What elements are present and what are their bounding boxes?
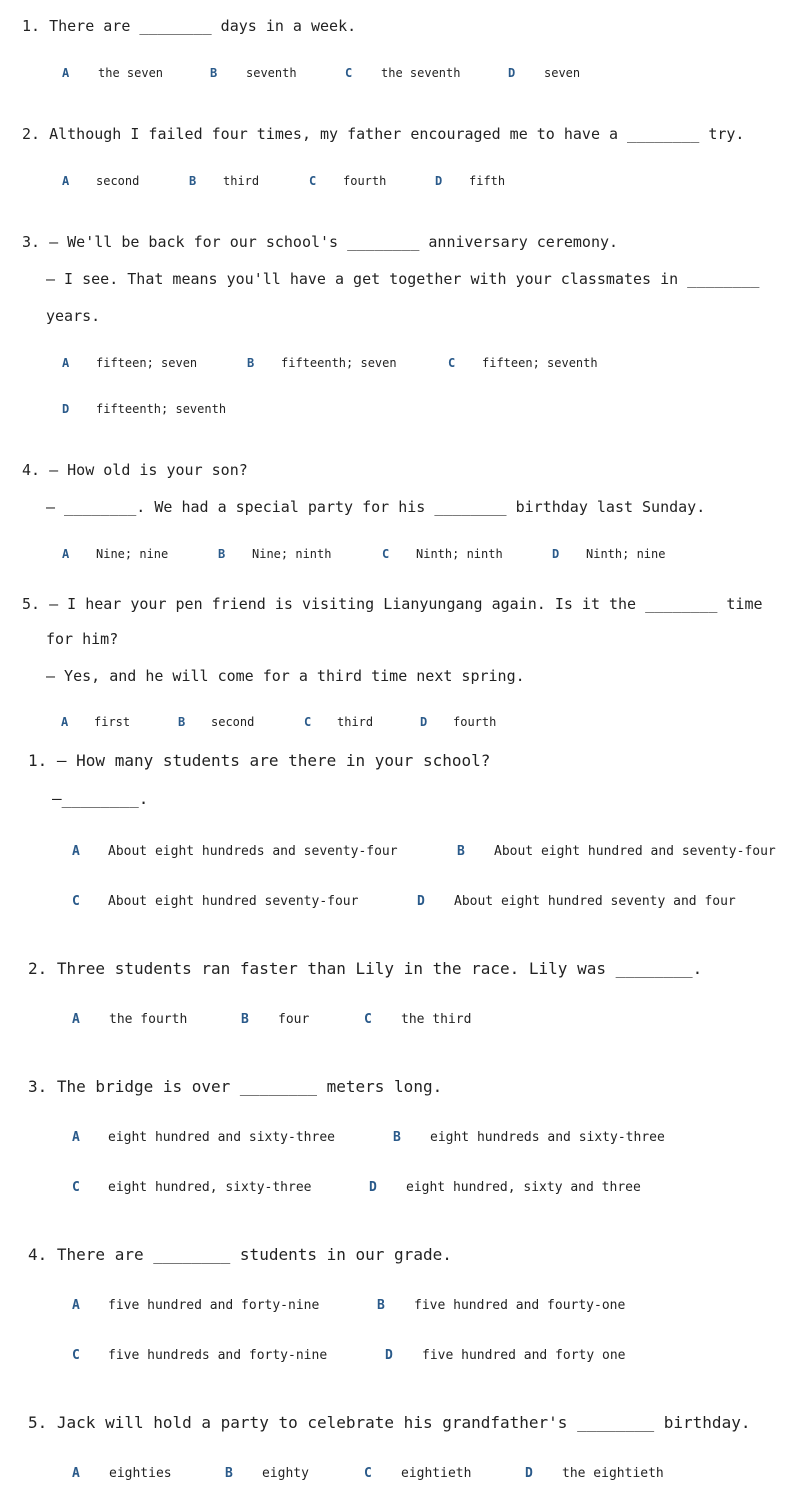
option-text: eightieth <box>401 1466 472 1481</box>
option-text: third <box>223 174 260 188</box>
s2-q1-opt-b[interactable] <box>457 845 776 859</box>
option-text: five hundred and forty one <box>422 1348 626 1363</box>
s1-q4-opt-b[interactable] <box>218 547 331 561</box>
s2-q3-opt-a[interactable] <box>72 1131 335 1145</box>
option-letter: B <box>247 356 255 370</box>
option-text: the eightieth <box>562 1466 664 1481</box>
option-letter: B <box>189 174 197 188</box>
s1-q4-line1: 4. — How old is your son? <box>22 461 248 479</box>
option-letter: D <box>420 715 428 729</box>
option-text: Nine; ninth <box>252 547 332 561</box>
option-text: the seven <box>98 66 164 80</box>
option-letter: A <box>61 715 69 729</box>
s2-q4-opt-d[interactable] <box>385 1349 626 1363</box>
option-text: the third <box>401 1012 472 1027</box>
option-text: eight hundred, sixty-three <box>108 1180 312 1195</box>
option-letter: C <box>72 894 80 909</box>
option-text: fifteen; seven <box>96 356 198 370</box>
s1-q4-line2: — ________. We had a special party for his ________ birthday last Sunday. <box>46 498 706 516</box>
option-letter: A <box>62 547 70 561</box>
option-text: Ninth; ninth <box>416 547 503 561</box>
s2-q5-opt-c[interactable] <box>364 1467 471 1481</box>
option-letter: A <box>72 844 80 859</box>
option-text: fifteenth; seven <box>281 356 397 370</box>
option-text: fifteenth; seventh <box>96 402 227 416</box>
option-text: five hundred and fourty-one <box>414 1298 626 1313</box>
s2-q3-opt-c[interactable] <box>72 1181 312 1195</box>
s1-q3-line2: — I see. That means you'll have a get together with your classmates in ________ <box>46 270 760 288</box>
option-text: eight hundred and sixty-three <box>108 1130 335 1145</box>
option-letter: C <box>364 1012 372 1027</box>
option-text: Ninth; nine <box>586 547 666 561</box>
option-text: four <box>278 1012 310 1027</box>
s1-q4-opt-d[interactable] <box>552 547 665 561</box>
s2-q2-opt-a[interactable] <box>72 1013 187 1027</box>
option-text: About eight hundred and seventy-four <box>494 844 776 859</box>
option-text: fifth <box>469 174 506 188</box>
s1-q1-opt-a[interactable] <box>62 66 163 80</box>
option-letter: D <box>435 174 443 188</box>
s1-q2-opt-d[interactable] <box>435 174 505 188</box>
s1-q2-opt-a[interactable] <box>62 174 139 188</box>
s2-q2-opt-c[interactable] <box>364 1013 471 1027</box>
option-letter: C <box>72 1180 80 1195</box>
s2-q5-opt-b[interactable] <box>225 1467 309 1481</box>
s2-q3-opt-d[interactable] <box>369 1181 641 1195</box>
option-text: the fourth <box>109 1012 188 1027</box>
option-text: five hundred and forty-nine <box>108 1298 320 1313</box>
option-letter: B <box>241 1012 249 1027</box>
s1-q5-opt-c[interactable] <box>304 715 373 729</box>
option-text: fifteen; seventh <box>482 356 598 370</box>
s1-q4-opt-a[interactable] <box>62 547 168 561</box>
s2-q5-opt-d[interactable] <box>525 1467 664 1481</box>
option-letter: C <box>304 715 312 729</box>
option-letter: A <box>72 1130 80 1145</box>
option-letter: C <box>309 174 317 188</box>
s2-q2-line1: 2. Three students ran faster than Lily in the race. Lily was ________. <box>28 959 703 978</box>
s2-q1-opt-d[interactable] <box>417 895 736 909</box>
option-letter: A <box>72 1466 80 1481</box>
s2-q3-line1: 3. The bridge is over ________ meters long. <box>28 1077 443 1096</box>
s1-q3-line1: 3. — We'll be back for our school's ________ anniversary ceremony. <box>22 233 619 251</box>
option-text: About eight hundreds and seventy-four <box>108 844 398 859</box>
s2-q4-line1: 4. There are ________ students in our grade. <box>28 1245 452 1264</box>
s1-q1-opt-d[interactable] <box>508 66 580 80</box>
option-text: seven <box>544 66 581 80</box>
s2-q1-line1: 1. — How many students are there in your school? <box>28 751 491 770</box>
option-text: fourth <box>453 715 497 729</box>
option-text: fourth <box>343 174 387 188</box>
option-letter: D <box>369 1180 377 1195</box>
s1-q5-line1: 5. — I hear your pen friend is visiting Lianyungang again. Is it the ________ time <box>22 595 763 613</box>
option-text: About eight hundred seventy and four <box>454 894 736 909</box>
s1-q4-opt-c[interactable] <box>382 547 503 561</box>
s1-q5-opt-d[interactable] <box>420 715 496 729</box>
option-letter: D <box>62 402 70 416</box>
option-text: the seventh <box>381 66 461 80</box>
option-letter: B <box>393 1130 401 1145</box>
s1-q3-opt-d[interactable] <box>62 402 226 416</box>
s1-q3-opt-c[interactable] <box>448 356 598 370</box>
option-letter: D <box>385 1348 393 1363</box>
option-text: third <box>337 715 374 729</box>
s1-q2-line1: 2. Although I failed four times, my father encouraged me to have a ________ try. <box>22 125 745 143</box>
option-text: eight hundred, sixty and three <box>406 1180 641 1195</box>
s2-q3-opt-b[interactable] <box>393 1131 665 1145</box>
option-letter: A <box>62 66 70 80</box>
option-text: eighty <box>262 1466 309 1481</box>
s2-q4-opt-a[interactable] <box>72 1299 319 1313</box>
s1-q3-opt-a[interactable] <box>62 356 197 370</box>
option-letter: A <box>72 1012 80 1027</box>
option-text: first <box>94 715 131 729</box>
option-text: eighties <box>109 1466 172 1481</box>
option-letter: D <box>552 547 560 561</box>
option-letter: A <box>62 174 70 188</box>
option-letter: B <box>210 66 218 80</box>
option-text: eight hundreds and sixty-three <box>430 1130 665 1145</box>
s1-q3-line3: years. <box>46 307 101 325</box>
option-letter: A <box>62 356 70 370</box>
option-letter: B <box>377 1298 385 1313</box>
option-letter: B <box>178 715 186 729</box>
s2-q2-opt-b[interactable] <box>241 1013 309 1027</box>
s1-q1-opt-c[interactable] <box>345 66 460 80</box>
option-text: seventh <box>246 66 297 80</box>
s2-q5-line1: 5. Jack will hold a party to celebrate his grandfather's ________ birthday. <box>28 1413 751 1432</box>
s1-q1-opt-b[interactable] <box>210 66 297 80</box>
option-letter: B <box>457 844 465 859</box>
option-letter: B <box>218 547 226 561</box>
s2-q1-opt-c[interactable] <box>72 895 358 909</box>
option-text: About eight hundred seventy-four <box>108 894 359 909</box>
s1-q2-opt-c[interactable] <box>309 174 386 188</box>
option-text: Nine; nine <box>96 547 169 561</box>
option-letter: C <box>345 66 353 80</box>
s2-q1-opt-a[interactable] <box>72 845 398 859</box>
s2-q5-opt-a[interactable] <box>72 1467 172 1481</box>
option-text: second <box>96 174 140 188</box>
s1-q5-opt-a[interactable] <box>61 715 130 729</box>
s1-q5-line3: — Yes, and he will come for a third time next spring. <box>46 667 525 685</box>
s2-q4-opt-b[interactable] <box>377 1299 625 1313</box>
option-text: second <box>211 715 255 729</box>
option-letter: D <box>508 66 516 80</box>
s1-q1-line1: 1. There are ________ days in a week. <box>22 17 357 35</box>
option-letter: C <box>448 356 456 370</box>
s2-q1-line2: —________. <box>52 789 149 808</box>
option-letter: D <box>417 894 425 909</box>
option-letter: C <box>72 1348 80 1363</box>
option-letter: C <box>382 547 390 561</box>
s1-q5-line2: for him? <box>46 630 119 648</box>
s1-q5-opt-b[interactable] <box>178 715 254 729</box>
option-text: five hundreds and forty-nine <box>108 1348 328 1363</box>
option-letter: A <box>72 1298 80 1313</box>
option-letter: B <box>225 1466 233 1481</box>
option-letter: C <box>364 1466 372 1481</box>
option-letter: D <box>525 1466 533 1481</box>
s2-q4-opt-c[interactable] <box>72 1349 327 1363</box>
s1-q2-opt-b[interactable] <box>189 174 259 188</box>
s1-q3-opt-b[interactable] <box>247 356 397 370</box>
